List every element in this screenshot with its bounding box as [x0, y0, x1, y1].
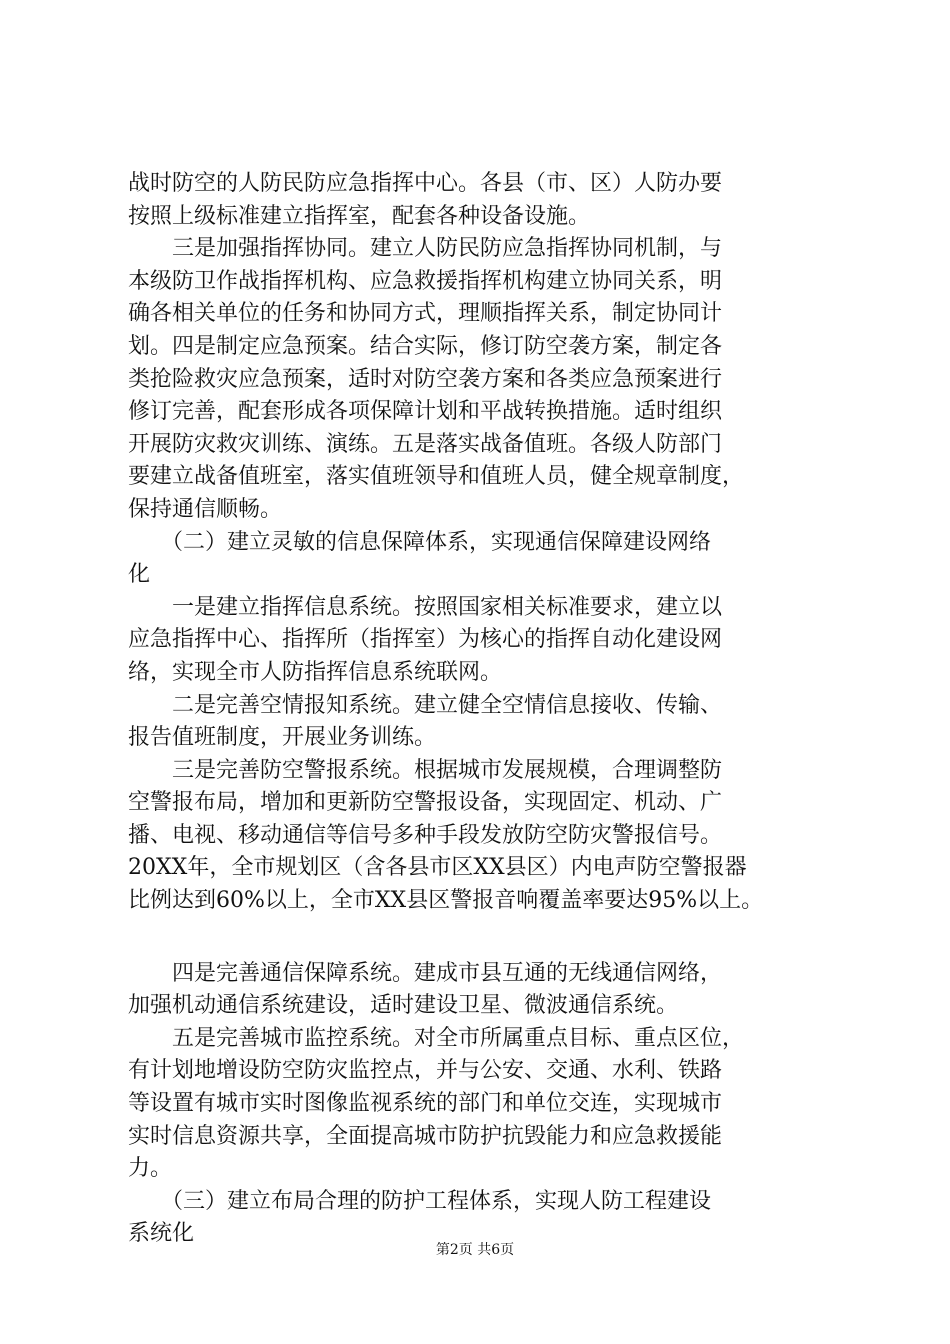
text-line: 确各相关单位的任务和协同方式，理顺指挥关系，制定协同计	[128, 301, 723, 327]
section-heading: （三）建立布局合理的防护工程体系，实现人防工程建设	[128, 1188, 712, 1214]
text-line: 播、电视、移动通信等信号多种手段发放防空防灾警报信号。	[128, 822, 723, 848]
text-line: 二是完善空情报知系统。建立健全空情信息接收、传输、	[128, 692, 723, 718]
paragraph-gap	[128, 918, 828, 958]
text-line: 开展防灾救灾训练、演练。五是落实战备值班。各级人防部门	[128, 431, 723, 457]
page-footer	[0, 1240, 950, 1260]
document-body	[128, 168, 828, 1251]
text-line: 修订完善，配套形成各项保障计划和平战转换措施。适时组织	[128, 399, 723, 425]
text-line: 20XX年，全市规划区（含各县市区XX县区）内电声防空警报器	[128, 855, 747, 881]
text-line: 有计划地增设防空防灾监控点，并与公安、交通、水利、铁路	[128, 1058, 723, 1084]
text-line: 络，实现全市人防指挥信息系统联网。	[128, 659, 503, 685]
page-number: 第2页 共6页	[435, 1242, 515, 1258]
text-line: 空警报布局，增加和更新防空警报设备，实现固定、机动、广	[128, 790, 723, 816]
text-line: 报告值班制度，开展业务训练。	[128, 725, 437, 751]
text-line: 战时防空的人防民防应急指挥中心。各县（市、区）人防办要	[128, 171, 723, 196]
text-line: 应急指挥中心、指挥所（指挥室）为核心的指挥自动化建设网	[128, 627, 723, 653]
text-line: 比例达到60%以上，全市XX县区警报音响覆盖率要达95%以上。	[128, 888, 764, 914]
text-line: 本级防卫作战指挥机构、应急救援指挥机构建立协同关系，明	[128, 268, 723, 294]
text-line: 四是完善通信保障系统。建成市县互通的无线通信网络，	[128, 960, 723, 986]
text-line: 三是加强指挥协同。建立人防民防应急指挥协同机制，与	[128, 236, 723, 262]
text-line: 保持通信顺畅。	[128, 496, 283, 522]
text-line: 要建立战备值班室，落实值班领导和值班人员，健全规章制度，	[128, 464, 745, 490]
section-heading: 系统化	[128, 1221, 195, 1247]
text-line: 类抢险救灾应急预案，适时对防空袭方案和各类应急预案进行	[128, 366, 723, 392]
section-heading: 化	[128, 562, 151, 588]
text-line: 实时信息资源共享，全面提高城市防护抗毁能力和应急救援能	[128, 1123, 723, 1149]
text-line: 力。	[128, 1156, 173, 1182]
text-line: 划。四是制定应急预案。结合实际，修订防空袭方案，制定各	[128, 333, 723, 359]
text-line: 五是完善城市监控系统。对全市所属重点目标、重点区位，	[128, 1025, 745, 1051]
section-heading: （二）建立灵敏的信息保障体系，实现通信保障建设网络	[128, 529, 712, 555]
text-line: 按照上级标准建立指挥室，配套各种设备设施。	[128, 203, 591, 229]
text-line: 加强机动通信系统建设，适时建设卫星、微波通信系统。	[128, 993, 679, 1019]
text-line: 一是建立指挥信息系统。按照国家相关标准要求，建立以	[128, 594, 723, 620]
text-line: 三是完善防空警报系统。根据城市发展规模，合理调整防	[128, 757, 723, 783]
text-line: 等设置有城市实时图像监视系统的部门和单位交连，实现城市	[128, 1091, 723, 1117]
